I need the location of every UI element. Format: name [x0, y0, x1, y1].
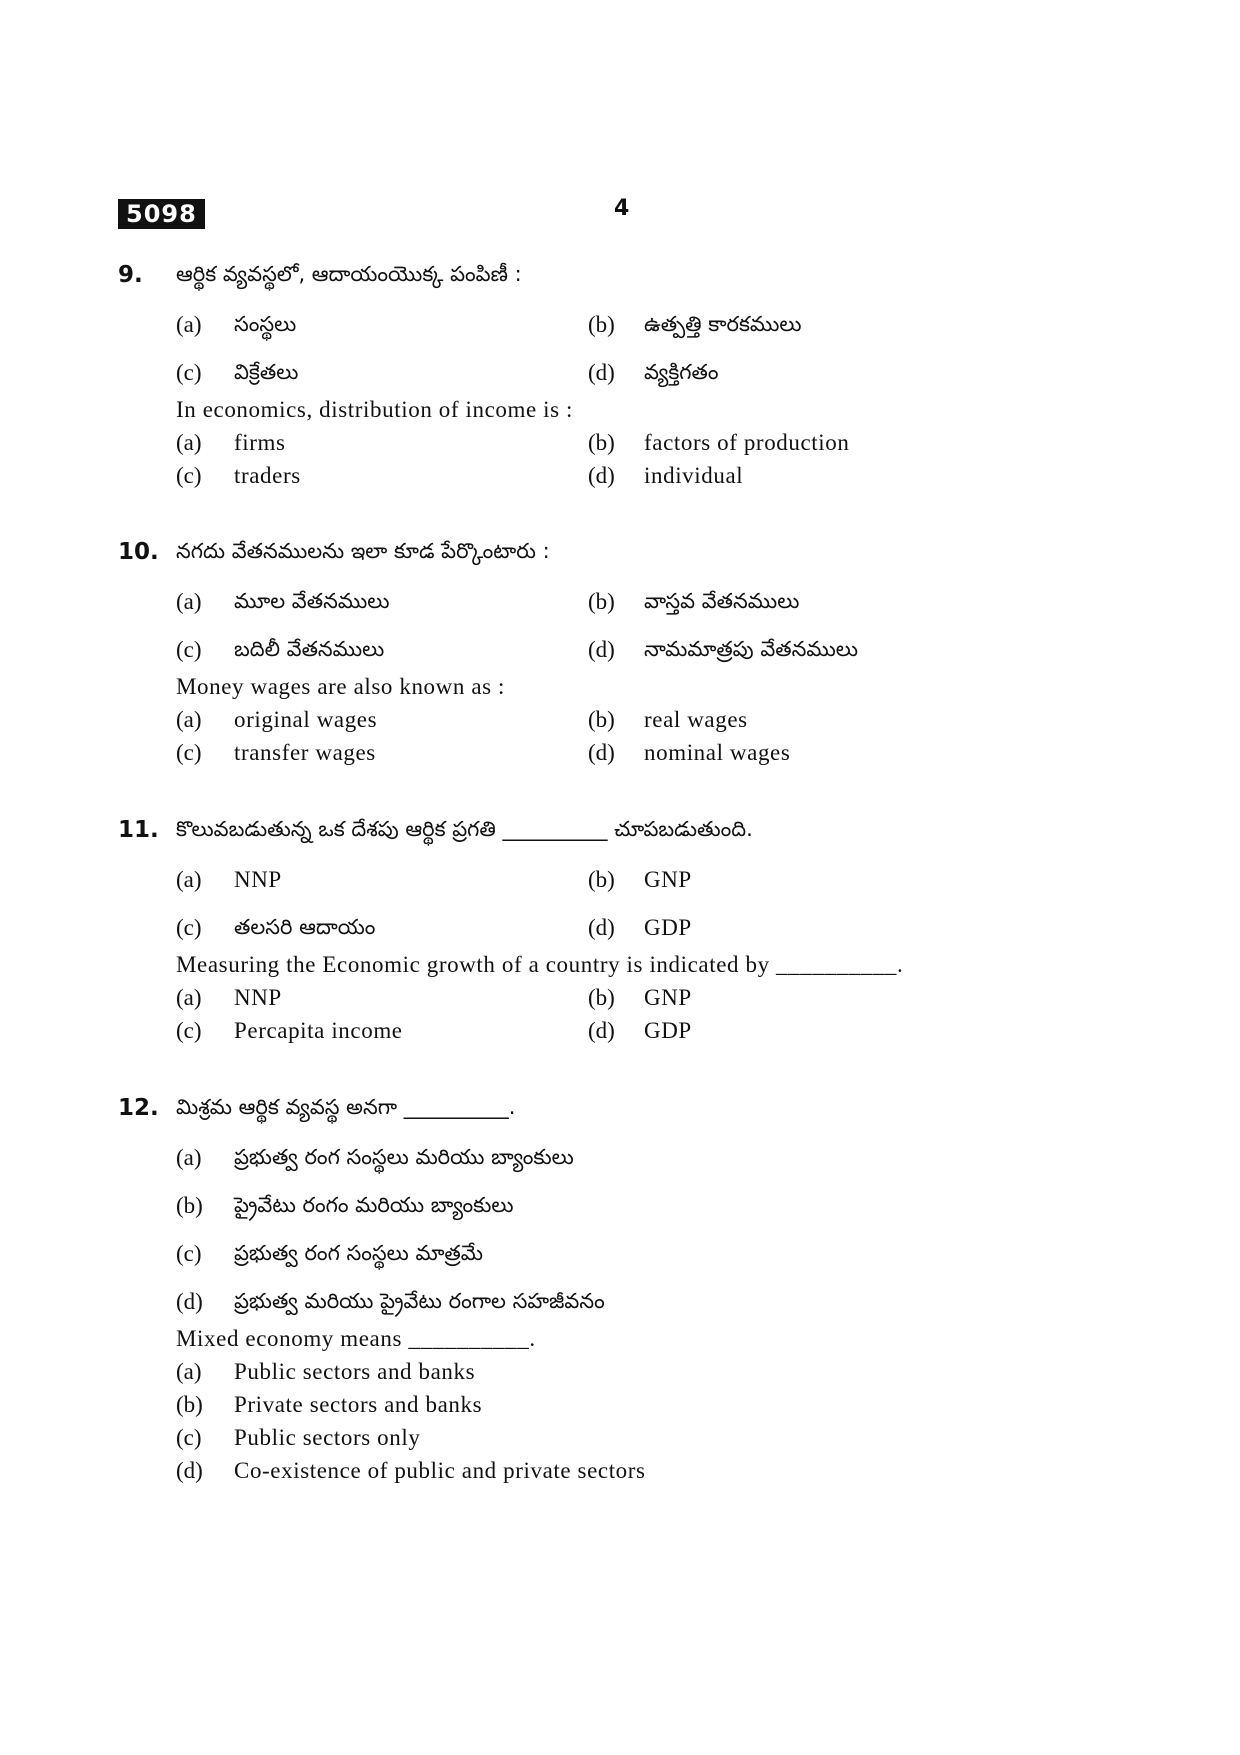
question-stem-english: In economics, distribution of income is :	[176, 397, 574, 422]
question-stem-telugu: ఆర్థిక వ్యవస్థలో, ఆదాయంయొక్క పంపిణీ :	[176, 262, 522, 286]
option-text: Public sectors only	[234, 1425, 421, 1450]
option-label: (d)	[588, 637, 615, 662]
option-text: firms	[234, 430, 286, 455]
option-text: Public sectors and banks	[234, 1359, 476, 1384]
option-label: (a)	[176, 312, 202, 337]
option-label: (c)	[176, 1018, 202, 1043]
option-text: original wages	[234, 707, 378, 732]
option-label: (c)	[176, 463, 202, 488]
option-text: ఉత్పత్తి కారకములు	[644, 312, 802, 336]
question-number: 11.	[118, 817, 159, 843]
option-label: (c)	[176, 1241, 202, 1266]
option-text: factors of production	[644, 430, 850, 455]
option-label: (b)	[588, 430, 615, 455]
option-label: (c)	[176, 637, 202, 662]
option-text: NNP	[234, 867, 282, 892]
option-text: GNP	[644, 985, 692, 1010]
question-number: 9.	[118, 262, 143, 288]
question-number: 10.	[118, 539, 159, 565]
option-label: (d)	[588, 915, 615, 940]
option-text: మూల వేతనములు	[234, 589, 390, 613]
option-text: Private sectors and banks	[234, 1392, 483, 1417]
option-text: NNP	[234, 985, 282, 1010]
option-text: GDP	[644, 915, 692, 940]
question-stem-telugu: నగదు వేతనములను ఇలా కూడ పేర్కొంటారు :	[176, 539, 550, 563]
question-stem-english: Money wages are also known as :	[176, 674, 506, 699]
option-text: transfer wages	[234, 740, 376, 765]
option-label: (b)	[176, 1193, 203, 1218]
option-label: (b)	[588, 312, 615, 337]
question-number: 12.	[118, 1095, 159, 1121]
option-text: individual	[644, 463, 744, 488]
option-label: (b)	[588, 707, 615, 732]
option-label: (a)	[176, 867, 202, 892]
option-text: వాస్తవ వేతనములు	[644, 589, 800, 613]
question-stem-english: Measuring the Economic growth of a country is indicated by __________.	[176, 952, 904, 977]
option-label: (d)	[588, 360, 615, 385]
option-text: Co-existence of public and private sectors	[234, 1458, 646, 1483]
option-label: (b)	[176, 1392, 203, 1417]
option-text: ప్రభుత్వ రంగ సంస్థలు మరియు బ్యాంకులు	[234, 1145, 574, 1169]
option-label: (d)	[588, 740, 615, 765]
option-label: (c)	[176, 740, 202, 765]
option-label: (d)	[176, 1458, 203, 1483]
option-text: nominal wages	[644, 740, 791, 765]
option-label: (d)	[176, 1289, 203, 1314]
option-label: (a)	[176, 1145, 202, 1170]
option-text: బదిలీ వేతనములు	[234, 637, 385, 661]
option-text: ప్రభుత్వ మరియు ప్రైవేటు రంగాల సహజీవనం	[234, 1289, 605, 1313]
option-label: (d)	[588, 1018, 615, 1043]
option-label: (d)	[588, 463, 615, 488]
option-label: (a)	[176, 985, 202, 1010]
question-stem-telugu: మిశ్రమ ఆర్థిక వ్యవస్థ అనగా __________.	[176, 1095, 516, 1119]
option-text: traders	[234, 463, 301, 488]
option-text: సంస్థలు	[234, 312, 297, 336]
option-label: (a)	[176, 707, 202, 732]
question-stem-english: Mixed economy means __________.	[176, 1326, 536, 1351]
option-text: GNP	[644, 867, 692, 892]
option-label: (c)	[176, 915, 202, 940]
option-text: GDP	[644, 1018, 692, 1043]
option-text: తలసరి ఆదాయం	[234, 915, 376, 939]
option-label: (a)	[176, 1359, 202, 1384]
option-text: వ్యక్తిగతం	[644, 360, 719, 384]
question-stem-telugu: కొలువబడుతున్న ఒక దేశపు ఆర్థిక ప్రగతి __________ చూపబడుతుంది.	[176, 817, 753, 841]
option-text: విక్రేతలు	[234, 360, 299, 384]
option-text: real wages	[644, 707, 748, 732]
option-label: (a)	[176, 589, 202, 614]
option-label: (b)	[588, 867, 615, 892]
option-label: (a)	[176, 430, 202, 455]
option-text: నామమాత్రపు వేతనములు	[644, 637, 858, 661]
paper-code-badge: 5098	[118, 199, 205, 229]
option-label: (b)	[588, 589, 615, 614]
page-number: 4	[614, 196, 630, 221]
option-label: (c)	[176, 1425, 202, 1450]
option-text: ప్రైవేటు రంగం మరియు బ్యాంకులు	[234, 1193, 514, 1217]
option-label: (c)	[176, 360, 202, 385]
option-text: ప్రభుత్వ రంగ సంస్థలు మాత్రమే	[234, 1241, 483, 1265]
option-label: (b)	[588, 985, 615, 1010]
option-text: Percapita income	[234, 1018, 403, 1043]
